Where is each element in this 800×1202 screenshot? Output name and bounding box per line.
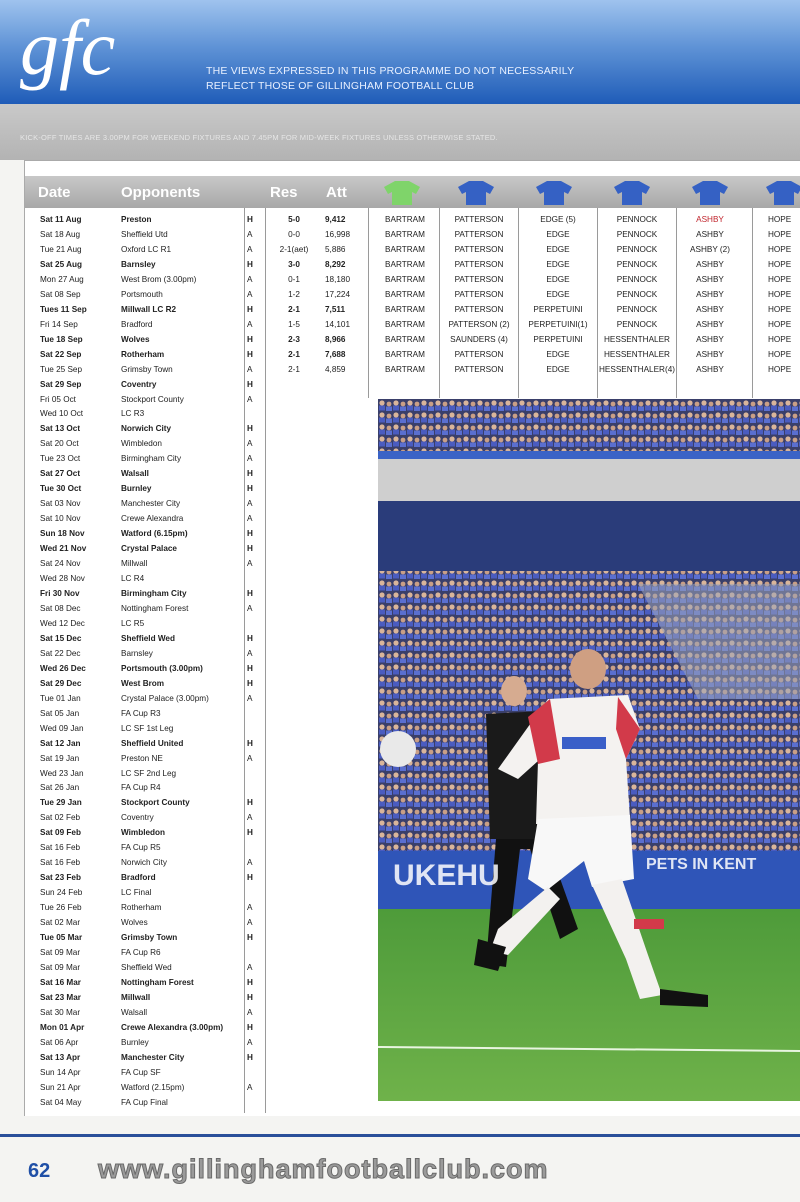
lineup-player: ASHBY	[696, 349, 724, 359]
header-date: Date	[38, 184, 71, 201]
lineup-player: HESSENTHALER(4)	[599, 364, 675, 374]
fixture-opponent: Rotherham	[121, 903, 162, 913]
fixture-opponent: Coventry	[121, 379, 157, 389]
fixture-date: Sat 10 Nov	[40, 514, 81, 524]
fixture-venue: A	[247, 244, 253, 254]
fixture-attendance: 14,101	[325, 319, 351, 329]
svg-text:PETS IN KENT: PETS IN KENT	[646, 856, 757, 873]
fixture-date: Tue 01 Jan	[40, 693, 81, 703]
fixture-row	[0, 213, 800, 228]
lineup-player: PENNOCK	[616, 304, 658, 314]
fixture-row	[0, 303, 800, 318]
lineup-player: HOPE	[768, 304, 792, 314]
fixture-attendance: 16,998	[325, 229, 351, 239]
fixture-attendance: 9,412	[325, 215, 346, 224]
header-result: Res	[270, 184, 298, 201]
fixture-date: Sat 16 Feb	[40, 843, 81, 853]
lineup-player: PATTERSON	[454, 349, 504, 359]
fixture-date: Sat 18 Aug	[40, 229, 81, 239]
lineup-player: BARTRAM	[385, 349, 425, 359]
fixture-venue: A	[247, 903, 253, 913]
fixture-venue: H	[247, 977, 253, 987]
fixture-opponent: LC R4	[121, 574, 145, 584]
header-attendance: Att	[326, 184, 347, 201]
fixture-attendance: 4,859	[325, 364, 346, 374]
lineup-player: EDGE	[546, 289, 570, 299]
fixture-opponent: Burnley	[121, 484, 152, 494]
fixture-opponent: Wolves	[121, 918, 148, 928]
lineup-player: EDGE	[546, 274, 570, 284]
outfield-shirt-icon	[535, 180, 573, 206]
fixture-opponent: Barnsley	[121, 648, 153, 658]
lineup-player: EDGE	[546, 364, 570, 374]
lineup-player: BARTRAM	[385, 364, 425, 374]
fixture-venue: H	[247, 828, 253, 838]
fixture-venue: H	[247, 933, 253, 943]
fixture-date: Wed 26 Dec	[40, 663, 86, 673]
fixture-date: Sat 08 Sep	[40, 289, 81, 299]
fixture-opponent: Bradford	[121, 873, 156, 883]
lineup-player: PATTERSON	[454, 215, 504, 224]
fixture-opponent: Wolves	[121, 334, 150, 344]
outfield-shirt-icon	[691, 180, 729, 206]
fixture-date: Sat 24 Nov	[40, 559, 81, 569]
fixture-date: Mon 01 Apr	[40, 1022, 85, 1032]
footer-rule	[0, 1134, 800, 1137]
fixture-opponent: FA Cup R6	[121, 948, 161, 958]
fixture-date: Tue 23 Oct	[40, 454, 81, 464]
fixture-venue: H	[247, 738, 253, 748]
fixture-result: 2-1(aet)	[279, 244, 309, 254]
fixture-opponent: Crewe Alexandra	[121, 514, 184, 524]
fixture-date: Sat 16 Mar	[40, 977, 81, 987]
fixture-venue: A	[247, 648, 253, 658]
fixture-venue: A	[247, 1007, 253, 1017]
fixture-date: Wed 09 Jan	[40, 723, 84, 733]
fixture-venue: H	[247, 215, 253, 224]
fixture-date: Wed 28 Nov	[40, 574, 85, 584]
fixture-venue: A	[247, 858, 253, 868]
lineup-player: HOPE	[768, 319, 792, 329]
fixture-date: Sat 23 Feb	[40, 873, 81, 883]
fixture-row	[0, 348, 800, 363]
fixture-attendance: 5,886	[325, 244, 346, 254]
fixture-venue: H	[247, 529, 253, 539]
fixture-opponent: LC SF 1st Leg	[121, 723, 174, 733]
fixture-attendance: 8,292	[325, 259, 346, 269]
fixture-venue: H	[247, 873, 253, 883]
fixture-date: Sun 24 Feb	[40, 888, 83, 898]
fixture-date: Sat 16 Feb	[40, 858, 81, 868]
lineup-player: ASHBY	[696, 289, 724, 299]
fixture-date: Tue 18 Sep	[40, 334, 83, 344]
fixture-date: Sat 09 Mar	[40, 948, 81, 958]
lineup-player: PENNOCK	[616, 319, 658, 329]
fixture-venue: H	[247, 678, 253, 688]
lineup-player: BARTRAM	[385, 289, 425, 299]
lineup-player: PATTERSON	[454, 259, 504, 269]
fixture-opponent: LC R3	[121, 409, 145, 419]
fixture-venue: A	[247, 319, 253, 329]
lineup-player: EDGE	[546, 244, 570, 254]
fixture-opponent: Sheffield Wed	[121, 633, 175, 643]
lineup-player: PENNOCK	[616, 289, 658, 299]
fixture-venue: H	[247, 1052, 253, 1062]
fixture-opponent: Norwich City	[121, 424, 172, 434]
lineup-player: HOPE	[768, 215, 792, 224]
fixture-opponent: FA Cup R4	[121, 783, 161, 793]
fixture-opponent: Watford (2.15pm)	[121, 1082, 185, 1092]
fixture-date: Sat 22 Sep	[40, 349, 82, 359]
goalkeeper-shirt-icon	[383, 180, 421, 206]
fixture-opponent: Walsall	[121, 1007, 148, 1017]
fixture-result: 2-1	[288, 304, 300, 314]
fixture-venue: A	[247, 394, 253, 404]
fixture-attendance: 17,224	[325, 289, 351, 299]
lineup-player: PERPETUINI	[533, 304, 583, 314]
lineup-player: PENNOCK	[616, 274, 658, 284]
fixture-date: Sat 25 Aug	[40, 259, 83, 269]
fixture-row	[0, 243, 800, 258]
fixture-venue: H	[247, 379, 253, 389]
lineup-player: HOPE	[768, 274, 792, 284]
fixture-opponent: LC R5	[121, 618, 145, 628]
fixture-opponent: Millwall	[121, 559, 148, 569]
fixture-opponent: Rotherham	[121, 349, 165, 359]
lineup-player: PATTERSON	[454, 244, 504, 254]
lineup-player: SAUNDERS (4)	[450, 334, 508, 344]
fixture-opponent: Sheffield United	[121, 738, 184, 748]
fixture-venue: H	[247, 633, 253, 643]
fixture-date: Fri 14 Sep	[40, 319, 78, 329]
fixture-opponent: Portsmouth	[121, 289, 163, 299]
disclaimer-line-2: REFLECT THOSE OF GILLINGHAM FOOTBALL CLUB	[206, 80, 475, 92]
outfield-shirt-icon	[613, 180, 651, 206]
fixture-venue: H	[247, 484, 253, 494]
lineup-player: BARTRAM	[385, 334, 425, 344]
fixture-opponent: Wimbledon	[121, 828, 166, 838]
club-website[interactable]: www.gillinghamfootballclub.com	[98, 1154, 549, 1184]
logo-text: gfc	[20, 12, 116, 91]
fixture-venue: A	[247, 1082, 253, 1092]
fixture-result: 1-5	[288, 319, 300, 329]
kickoff-band	[0, 104, 800, 160]
fixture-result: 1-2	[288, 289, 300, 299]
fixture-date: Sat 09 Feb	[40, 828, 81, 838]
fixture-date: Sun 14 Apr	[40, 1067, 81, 1077]
fixture-row	[0, 333, 800, 348]
fixture-date: Sat 30 Mar	[40, 1007, 81, 1017]
fixture-date: Sat 19 Jan	[40, 753, 80, 763]
fixture-date: Mon 27 Aug	[40, 274, 84, 284]
fixture-result: 3-0	[288, 259, 300, 269]
fixture-venue: A	[247, 439, 253, 449]
fixture-opponent: Millwall	[121, 992, 151, 1002]
fixture-venue: A	[247, 559, 253, 569]
fixture-date: Sat 22 Dec	[40, 648, 81, 658]
lineup-player: ASHBY	[696, 215, 724, 224]
page-number: 62	[28, 1160, 51, 1182]
fixture-date: Sat 09 Mar	[40, 963, 81, 972]
match-photo	[378, 399, 800, 1101]
fixture-opponent: Portsmouth (3.00pm)	[121, 663, 203, 673]
fixture-venue: H	[247, 259, 253, 269]
lineup-player: PENNOCK	[616, 229, 658, 239]
fixture-result: 0-0	[288, 229, 300, 239]
lineup-player: HOPE	[768, 229, 792, 239]
fixture-date: Tue 26 Feb	[40, 903, 82, 913]
disclaimer	[206, 64, 574, 94]
fixture-opponent: Preston	[121, 215, 152, 224]
fixture-opponent: Stockport County	[121, 394, 184, 404]
lineup-player: HOPE	[768, 334, 792, 344]
fixture-opponent: FA Cup R5	[121, 843, 161, 853]
fixture-result: 2-1	[288, 364, 300, 374]
lineup-player: EDGE	[546, 229, 570, 239]
fixture-result: 2-3	[288, 334, 300, 344]
fixture-venue: A	[247, 364, 253, 374]
lineup-player: PENNOCK	[616, 215, 658, 224]
lineup-player: BARTRAM	[385, 259, 425, 269]
kickoff-note: KICK-OFF TIMES ARE 3.00PM FOR WEEKEND FIXTURES AND 7.45PM FOR MID-WEEK FIXTURES UNLESS OTHERWISE STATED.	[20, 133, 498, 142]
lineup-player: PATTERSON	[454, 289, 504, 299]
lineup-player: HOPE	[768, 364, 792, 374]
fixture-date: Tue 25 Sep	[40, 364, 83, 374]
fixture-venue: H	[247, 544, 253, 554]
lineup-player: ASHBY	[696, 229, 724, 239]
outfield-shirt-icon	[765, 180, 800, 206]
lineup-player: PATTERSON (2)	[448, 319, 510, 329]
fixture-attendance: 8,966	[325, 334, 346, 344]
fixture-row	[0, 378, 800, 393]
fixture-venue: A	[247, 603, 253, 613]
lineup-player: BARTRAM	[385, 244, 425, 254]
fixture-opponent: Watford (6.15pm)	[121, 529, 188, 539]
lineup-player: BARTRAM	[385, 319, 425, 329]
fixture-opponent: FA Cup Final	[121, 1097, 168, 1107]
fixture-row	[0, 318, 800, 333]
lineup-player: BARTRAM	[385, 229, 425, 239]
lineup-player: BARTRAM	[385, 215, 425, 224]
fixture-venue: A	[247, 454, 253, 464]
fixture-date: Sat 03 Nov	[40, 499, 81, 509]
gfc-logo	[18, 12, 203, 104]
fixture-opponent: West Brom	[121, 678, 165, 688]
fixture-result: 0-1	[288, 274, 300, 284]
disclaimer-line-1: THE VIEWS EXPRESSED IN THIS PROGRAMME DO NOT NECESSARILY	[206, 65, 575, 77]
fixture-date: Sat 04 May	[40, 1097, 82, 1107]
fixture-opponent: Millwall LC R2	[121, 304, 177, 314]
fixture-venue: H	[247, 663, 253, 673]
fixture-date: Sat 02 Feb	[40, 813, 81, 823]
fixture-opponent: Bradford	[121, 319, 153, 329]
fixture-venue: A	[247, 289, 253, 299]
lineup-player: PATTERSON	[454, 229, 504, 239]
fixture-venue: H	[247, 304, 253, 314]
lineup-player: PATTERSON	[454, 304, 504, 314]
fixture-row	[0, 228, 800, 243]
fixture-opponent: Burnley	[121, 1037, 149, 1047]
lineup-player: PERPETUINI(1)	[528, 319, 588, 329]
fixture-venue: A	[247, 963, 253, 972]
lineup-player: HOPE	[768, 349, 792, 359]
fixture-venue: H	[247, 589, 253, 598]
fixture-opponent: Crewe Alexandra (3.00pm)	[121, 1022, 224, 1032]
lineup-player: ASHBY	[696, 334, 724, 344]
fixture-opponent: West Brom (3.00pm)	[121, 274, 197, 284]
lineup-player: PENNOCK	[616, 259, 658, 269]
lineup-player: BARTRAM	[385, 274, 425, 284]
fixture-date: Sat 02 Mar	[40, 918, 81, 928]
fixture-date: Wed 10 Oct	[40, 409, 84, 419]
fixture-opponent: Manchester City	[121, 1052, 185, 1062]
fixture-opponent: LC Final	[121, 888, 152, 898]
fixture-opponent: Barnsley	[121, 259, 156, 269]
fixture-date: Wed 12 Dec	[40, 618, 85, 628]
fixture-venue: A	[247, 693, 253, 703]
fixture-date: Sat 06 Apr	[40, 1037, 79, 1047]
fixture-opponent: Birmingham City	[121, 454, 182, 464]
fixture-date: Sat 13 Oct	[40, 424, 81, 434]
fixture-opponent: Stockport County	[121, 798, 190, 808]
fixture-attendance: 18,180	[325, 274, 351, 284]
fixture-date: Sat 15 Dec	[40, 633, 82, 643]
fixture-opponent: Preston NE	[121, 753, 163, 763]
fixture-date: Wed 21 Nov	[40, 544, 87, 554]
fixture-opponent: Nottingham Forest	[121, 603, 189, 613]
lineup-player: EDGE	[546, 259, 570, 269]
fixture-venue: A	[247, 1037, 253, 1047]
fixture-opponent: Birmingham City	[121, 589, 187, 598]
fixture-opponent: Norwich City	[121, 858, 167, 868]
lineup-player: EDGE	[546, 349, 570, 359]
lineup-player: PATTERSON	[454, 274, 504, 284]
fixture-row	[0, 363, 800, 378]
outfield-shirt-icon	[457, 180, 495, 206]
lineup-player: HOPE	[768, 259, 792, 269]
fixture-venue: A	[247, 274, 253, 284]
fixture-venue: H	[247, 424, 253, 434]
lineup-player: HOPE	[768, 244, 792, 254]
fixture-venue: A	[247, 918, 253, 928]
fixture-opponent: Sheffield Utd	[121, 229, 168, 239]
fixture-date: Wed 23 Jan	[40, 768, 84, 778]
fixture-opponent: FA Cup R3	[121, 708, 161, 718]
fixture-attendance: 7,688	[325, 349, 346, 359]
fixture-venue: H	[247, 992, 253, 1002]
lineup-player: HOPE	[768, 289, 792, 299]
lineup-player: ASHBY	[696, 304, 724, 314]
fixture-venue: A	[247, 514, 253, 524]
lineup-player: BARTRAM	[385, 304, 425, 314]
fixture-date: Fri 05 Oct	[40, 394, 76, 404]
fixture-result: 2-1	[288, 349, 300, 359]
fixture-date: Sat 11 Aug	[40, 215, 82, 224]
fixture-opponent: Sheffield Wed	[121, 963, 172, 972]
fixture-opponent: Walsall	[121, 469, 149, 479]
lineup-player: ASHBY	[696, 259, 724, 269]
lineup-player: ASHBY	[696, 364, 724, 374]
fixture-date: Tue 05 Mar	[40, 933, 83, 943]
fixture-date: Sat 27 Oct	[40, 469, 81, 479]
fixture-venue: H	[247, 798, 253, 808]
fixture-venue: H	[247, 1022, 253, 1032]
fixture-date: Tues 11 Sep	[40, 304, 87, 314]
fixture-venue: A	[247, 499, 253, 509]
fixture-row	[0, 273, 800, 288]
fixture-date: Tue 21 Aug	[40, 244, 82, 254]
lineup-player: HESSENTHALER	[604, 334, 670, 344]
svg-text:UKEHU: UKEHU	[393, 859, 500, 892]
fixture-opponent: Oxford LC R1	[121, 244, 172, 254]
fixture-opponent: Nottingham Forest	[121, 977, 194, 987]
fixture-opponent: Wimbledon	[121, 439, 162, 449]
fixture-venue: A	[247, 753, 253, 763]
fixture-date: Tue 29 Jan	[40, 798, 82, 808]
fixture-opponent: Grimsby Town	[121, 364, 173, 374]
header-opponents: Opponents	[121, 184, 201, 201]
fixture-date: Sat 29 Sep	[40, 379, 82, 389]
fixture-date: Sat 23 Mar	[40, 992, 81, 1002]
fixture-date: Sat 05 Jan	[40, 708, 80, 718]
lineup-player: PERPETUINI	[533, 334, 583, 344]
fixture-venue: H	[247, 349, 253, 359]
fixture-date: Sun 18 Nov	[40, 529, 85, 539]
fixture-date: Sat 29 Dec	[40, 678, 82, 688]
fixture-attendance: 7,511	[325, 304, 346, 314]
lineup-player: EDGE (5)	[540, 215, 576, 224]
fixture-date: Tue 30 Oct	[40, 484, 82, 494]
fixture-date: Sat 12 Jan	[40, 738, 81, 748]
fixture-opponent: Grimsby Town	[121, 933, 178, 943]
fixture-opponent: LC SF 2nd Leg	[121, 768, 177, 778]
fixture-opponent: Coventry	[121, 813, 154, 823]
lineup-player: ASHBY	[696, 274, 724, 284]
fixture-opponent: FA Cup SF	[121, 1067, 161, 1077]
fixture-opponent: Crystal Palace (3.00pm)	[121, 693, 209, 703]
lineup-player: PENNOCK	[616, 244, 658, 254]
lineup-player: ASHBY	[696, 319, 724, 329]
fixture-row	[0, 258, 800, 273]
fixture-opponent: Crystal Palace	[121, 544, 177, 554]
fixture-venue: H	[247, 469, 253, 479]
fixture-date: Sat 08 Dec	[40, 603, 81, 613]
fixture-date: Sat 13 Apr	[40, 1052, 81, 1062]
fixture-row	[0, 288, 800, 303]
fixture-date: Sat 26 Jan	[40, 783, 80, 793]
fixture-date: Sun 21 Apr	[40, 1082, 81, 1092]
lineup-player: HESSENTHALER	[604, 349, 670, 359]
fixture-date: Sat 20 Oct	[40, 439, 79, 449]
lineup-player: PATTERSON	[454, 364, 504, 374]
fixture-date: Fri 30 Nov	[40, 589, 80, 598]
fixture-venue: A	[247, 813, 253, 823]
fixture-opponent: Manchester City	[121, 499, 181, 509]
fixture-venue: H	[247, 334, 253, 344]
fixture-venue: A	[247, 229, 253, 239]
fixture-result: 5-0	[288, 215, 300, 224]
lineup-player: ASHBY (2)	[690, 244, 730, 254]
